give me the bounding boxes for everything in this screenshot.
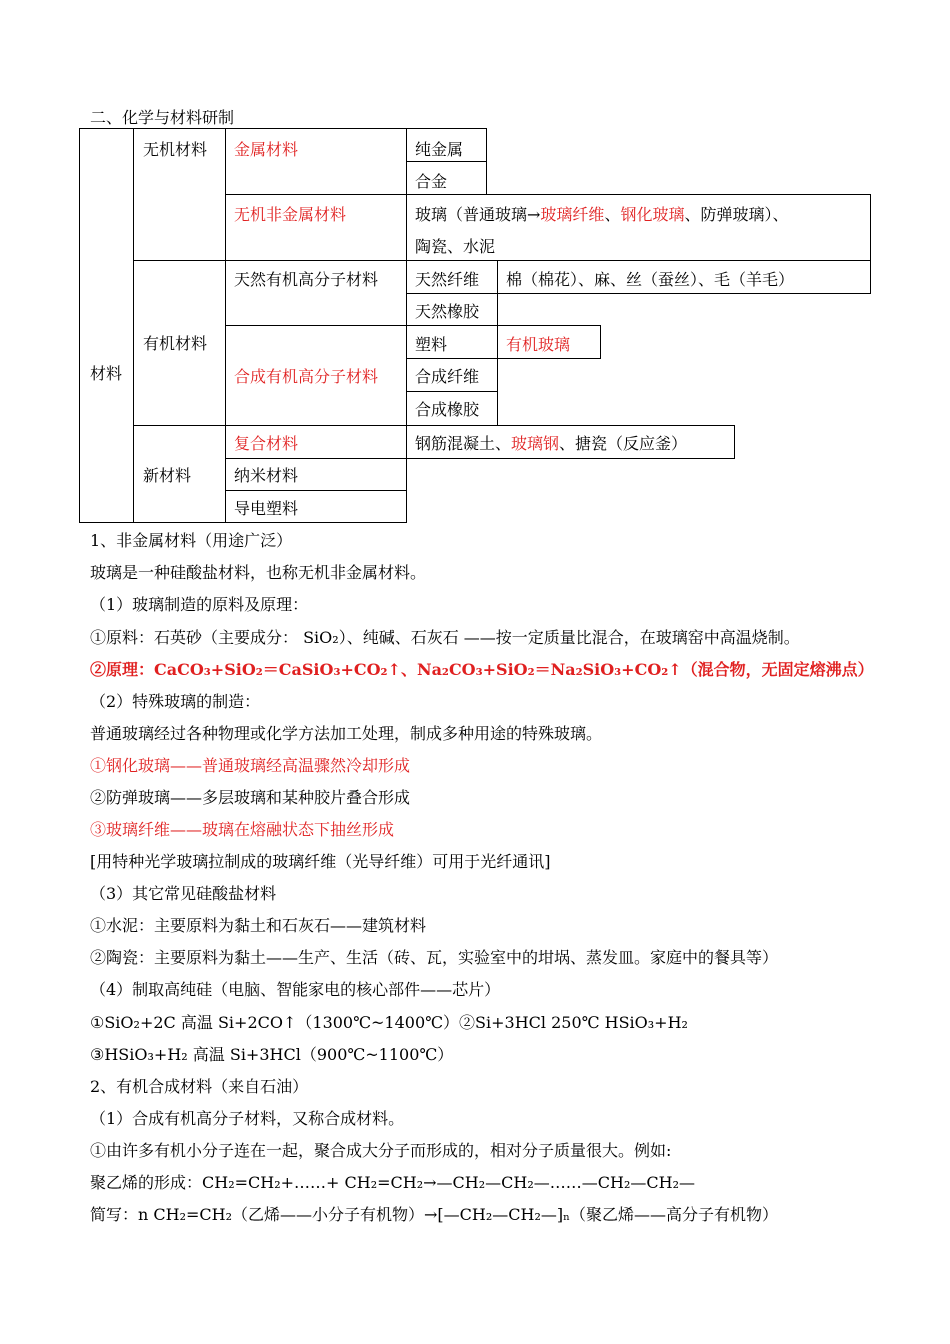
group-new: 新材料 <box>143 466 192 485</box>
line-silicon-reaction-2: ③HSiO₃+H₂ 高温 Si+3HCl（900℃~1100℃） <box>90 1045 454 1064</box>
subheading-glass-raw: （1）玻璃制造的原料及原理： <box>90 595 309 614</box>
line-cement: ①水泥：主要原料为黏土和石灰石——建筑材料 <box>90 916 427 935</box>
cell-conductive-plastic: 导电塑料 <box>234 499 299 518</box>
para-special-glass: 普通玻璃经过各种物理或化学方法加工处理，制成多种用途的特殊玻璃。 <box>90 724 603 743</box>
cell-natural-fiber-desc: 棉（棉花）、麻、丝（蚕丝）、毛（羊毛） <box>506 270 795 289</box>
line-ceramics: ②陶瓷：主要原料为黏土——生产、生活（砖、瓦，实验室中的坩埚、蒸发皿。家庭中的餐具等） <box>90 948 779 967</box>
line-silicon-reaction-1: ①SiO₂+2C 高温 Si+2CO↑（1300℃~1400℃）②Si+3HCl 250℃ HSiO₃+H₂ <box>90 1013 688 1032</box>
cell-natural-polymer: 天然有机高分子材料 <box>234 270 379 289</box>
cell-nonmetal-desc-1: 玻璃（普通玻璃→玻璃纤维、钢化玻璃、防弹玻璃）、 <box>415 205 789 224</box>
line-bulletproof-glass: ②防弹玻璃——多层玻璃和某种胶片叠合形成 <box>90 788 411 807</box>
heading-organic: 2、有机合成材料（来自石油） <box>90 1077 309 1096</box>
section-title: 二、化学与材料研制 <box>90 108 235 127</box>
subheading-silicates: （3）其它常见硅酸盐材料 <box>90 884 277 903</box>
cell-natural-rubber: 天然橡胶 <box>415 302 480 321</box>
line-optical-fiber: [用特种光学玻璃拉制成的玻璃纤维（光导纤维）可用于光纤通讯] <box>90 852 551 871</box>
cell-nano: 纳米材料 <box>234 466 299 485</box>
cell-alloy: 合金 <box>415 172 448 191</box>
line-glass-fiber: ③玻璃纤维——玻璃在熔融状态下抽丝形成 <box>90 820 395 839</box>
subheading-synthetic: （1）合成有机高分子材料，又称合成材料。 <box>90 1109 405 1128</box>
cell-metal: 金属材料 <box>234 140 299 159</box>
cell-organic-glass: 有机玻璃 <box>506 335 571 354</box>
cell-composite: 复合材料 <box>234 434 299 453</box>
cell-synthetic-rubber: 合成橡胶 <box>415 400 480 419</box>
subheading-pure-silicon: （4）制取高纯硅（电脑、智能家电的核心部件——芯片） <box>90 980 501 999</box>
cell-synthetic-polymer: 合成有机高分子材料 <box>234 367 379 386</box>
cell-natural-fiber: 天然纤维 <box>415 270 480 289</box>
cell-pure-metal: 纯金属 <box>415 140 464 159</box>
cell-nonmetal: 无机非金属材料 <box>234 205 347 224</box>
subheading-special-glass: （2）特殊玻璃的制造： <box>90 692 261 711</box>
cell-plastic: 塑料 <box>415 335 448 354</box>
line-raw-materials: ①原料：石英砂（主要成分： SiO₂）、纯碱、石灰石 ——按一定质量比混合，在玻璃窑中高温烧制。 <box>90 628 800 647</box>
cell-nonmetal-desc-2: 陶瓷、水泥 <box>415 237 496 256</box>
line-tempered-glass: ①钢化玻璃——普通玻璃经高温骤然冷却形成 <box>90 756 411 775</box>
cell-composite-desc: 钢筋混凝土、玻璃钢、搪瓷（反应釜） <box>415 434 688 453</box>
group-inorganic: 无机材料 <box>143 140 208 159</box>
heading-nonmetal: 1、非金属材料（用途广泛） <box>90 531 293 550</box>
line-polyethylene: 聚乙烯的形成：CH₂=CH₂+……+ CH₂=CH₂→—CH₂—CH₂—……—CH₂—CH₂— <box>90 1173 695 1192</box>
para-polymer: ①由许多有机小分子连在一起，聚合成大分子而形成的，相对分子质量很大。例如: <box>90 1141 672 1160</box>
line-principle: ②原理：CaCO₃+SiO₂＝CaSiO₃+CO₂↑、Na₂CO₃+SiO₂＝Na₂SiO₃+CO₂↑（混合物，无固定熔沸点） <box>90 660 874 679</box>
group-organic: 有机材料 <box>143 334 208 353</box>
para-glass-intro: 玻璃是一种硅酸盐材料，也称无机非金属材料。 <box>90 563 427 582</box>
cell-synthetic-fiber: 合成纤维 <box>415 367 480 386</box>
line-shorthand: 简写：n CH₂=CH₂（乙烯——小分子有机物）→[—CH₂—CH₂—]ₙ（聚乙烯——高分子有机物） <box>90 1205 779 1224</box>
table-root: 材料 <box>90 364 123 383</box>
